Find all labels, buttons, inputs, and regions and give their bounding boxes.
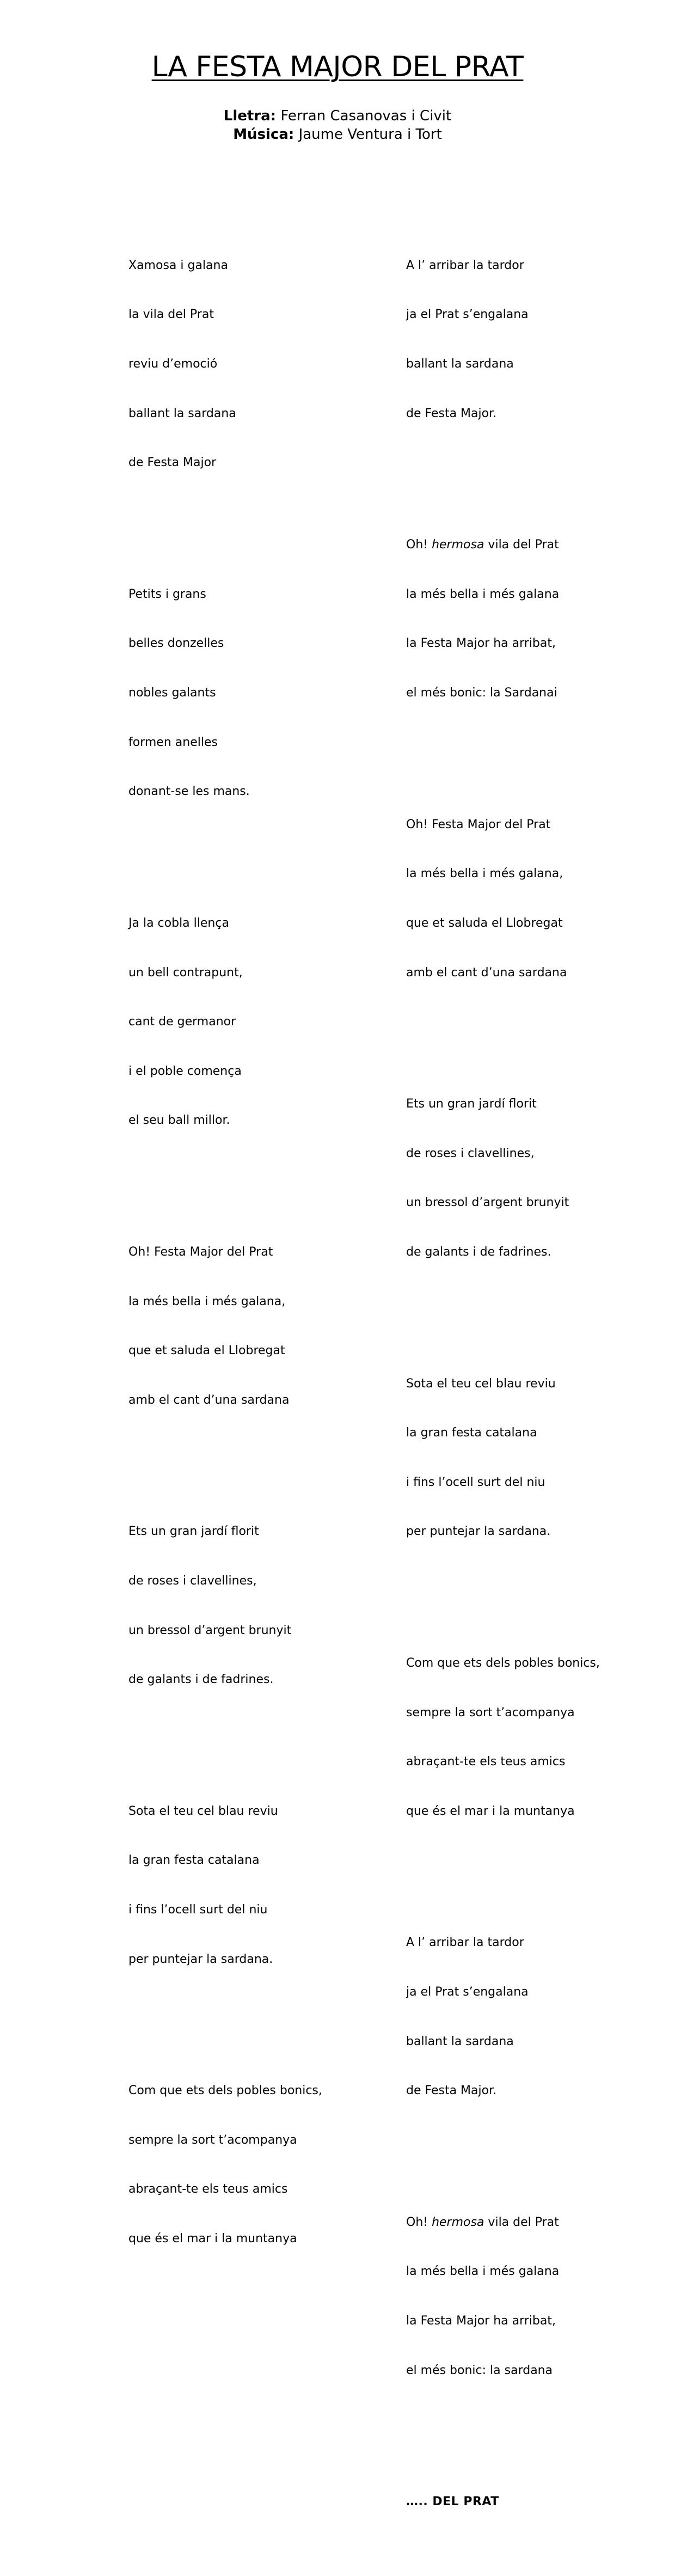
verse-line: amb el cant d’una sardana <box>406 965 567 980</box>
verse-line: cant de germanor <box>128 1015 236 1029</box>
verse-line: i fins l’ocell surt del niu <box>128 1903 268 1917</box>
verse-line: que és el mar i la muntanya <box>406 1804 575 1818</box>
lyrics-credit <box>0 107 675 125</box>
left-column <box>128 192 322 2313</box>
verse-line: la més bella i més galana, <box>128 1294 286 1308</box>
stanza <box>128 1770 322 2000</box>
song-title: LA FESTA MAJOR DEL PRAT <box>151 51 524 83</box>
verse-line: Xamosa i galana <box>128 258 228 272</box>
verse-line: ja el Prat s’engalana <box>406 308 529 322</box>
verse-line <box>406 2214 600 2231</box>
verse-line: de Festa Major <box>128 456 217 470</box>
verse-line: ballant la sardana <box>406 2034 514 2048</box>
verse-line: A l’ arribar la tardor <box>406 1936 524 1950</box>
stanza <box>406 1623 600 1853</box>
verse-line: Sota el teu cel blau reviu <box>128 1804 278 1818</box>
verse-line: de Festa Major. <box>406 406 497 420</box>
verse-line: Com que ets dels pobles bonics, <box>406 1656 600 1670</box>
stanza <box>406 1343 600 1573</box>
verse-line: ballant la sardana <box>406 357 514 371</box>
verse-line: ballant la sardana <box>128 406 236 420</box>
stanza-ending <box>406 2461 600 2543</box>
ending-line: ….. DEL PRAT <box>406 2495 499 2509</box>
stanza <box>128 2050 322 2280</box>
verse-line: A l’ arribar la tardor <box>406 258 524 272</box>
music-label: Música: <box>233 126 294 143</box>
verse-line: la gran festa catalana <box>406 1426 537 1440</box>
verse-line: abraçant-te els teus amics <box>406 1755 566 1769</box>
verse-line: la més bella i més galana, <box>406 867 563 881</box>
verse-line: de Festa Major. <box>406 2084 497 2098</box>
verse-line: i fins l’ocell surt del niu <box>406 1475 545 1489</box>
verse-line: un bressol d’argent brunyit <box>406 1196 569 1210</box>
verse-line: que és el mar i la muntanya <box>128 2232 297 2246</box>
verse-line: la gran festa catalana <box>128 1853 260 1868</box>
verse-line: la vila del Prat <box>128 308 214 322</box>
verse-line: amb el cant d’una sardana <box>128 1393 290 1407</box>
stanza <box>406 2181 600 2412</box>
credits <box>0 107 675 144</box>
verse-line: Com que ets dels pobles bonics, <box>128 2084 322 2098</box>
verse-line: el seu ball millor. <box>128 1113 230 1128</box>
verse-line: per puntejar la sardana. <box>406 1525 551 1539</box>
stanza <box>128 1211 322 1442</box>
verse-line: de galants i de fadrines. <box>406 1245 551 1259</box>
verse-line: Ets un gran jardí florit <box>406 1097 537 1111</box>
stanza <box>406 1063 600 1294</box>
verse-line: Sota el teu cel blau reviu <box>406 1376 556 1391</box>
stanza <box>406 1902 600 2132</box>
verse-line: sempre la sort t’acompanya <box>406 1705 575 1720</box>
verse-line: la més bella i més galana <box>406 2265 560 2279</box>
verse-line: sempre la sort t’acompanya <box>128 2133 297 2147</box>
verse-line: que et saluda el Llobregat <box>406 916 563 930</box>
verse-line: Oh! Festa Major del Prat <box>128 1245 273 1259</box>
verse-line: de galants i de fadrines. <box>128 1673 274 1687</box>
verse-suffix: vila del Prat <box>484 538 559 552</box>
stanza <box>128 883 322 1162</box>
verse-line: donant-se les mans. <box>128 785 250 799</box>
stanza <box>406 504 600 735</box>
verse-line: ja el Prat s’engalana <box>406 1985 529 1999</box>
stanza <box>406 784 600 1014</box>
right-column <box>406 192 600 2576</box>
verse-line: Ets un gran jardí florit <box>128 1525 259 1539</box>
verse-italic-word: hermosa <box>432 2215 484 2229</box>
verse-line: Oh! Festa Major del Prat <box>406 817 551 831</box>
stanza <box>128 1491 322 1721</box>
verse-suffix: vila del Prat <box>484 2215 559 2229</box>
verse-line: el més bonic: la Sardanai <box>406 686 557 700</box>
stanza <box>406 224 600 455</box>
verse-prefix: Oh! <box>406 538 432 552</box>
verse-line: la Festa Major ha arribat, <box>406 637 556 651</box>
verse-line: formen anelles <box>128 735 218 749</box>
verse-line: per puntejar la sardana. <box>128 1952 273 1966</box>
lyrics-label: Lletra: <box>223 108 277 124</box>
verse-prefix: Oh! <box>406 2215 432 2229</box>
verse-line: nobles galants <box>128 686 216 700</box>
music-credit <box>0 125 675 144</box>
verse-line: el més bonic: la sardana <box>406 2363 553 2377</box>
verse-line <box>406 537 600 553</box>
verse-line: un bell contrapunt, <box>128 965 243 980</box>
lyrics-author: Ferran Casanovas i Civit <box>276 108 452 124</box>
verse-line: que et saluda el Llobregat <box>128 1344 285 1358</box>
verse-line: abraçant-te els teus amics <box>128 2182 288 2196</box>
verse-line: un bressol d’argent brunyit <box>128 1623 292 1637</box>
verse-line: belles donzelles <box>128 637 224 651</box>
stanza <box>128 553 322 833</box>
verse-line: de roses i clavellines, <box>128 1574 257 1588</box>
verse-line: Ja la cobla llença <box>128 916 229 930</box>
verse-line: reviu d’emoció <box>128 357 218 371</box>
stanza <box>128 224 322 504</box>
verse-line: Petits i grans <box>128 587 206 601</box>
verse-line: i el poble comença <box>128 1064 242 1078</box>
music-author: Jaume Ventura i Tort <box>294 126 442 143</box>
verse-line: la Festa Major ha arribat, <box>406 2314 556 2328</box>
verse-line: la més bella i més galana <box>406 587 560 601</box>
verse-italic-word: hermosa <box>432 538 484 552</box>
verse-line: de roses i clavellines, <box>406 1146 535 1160</box>
